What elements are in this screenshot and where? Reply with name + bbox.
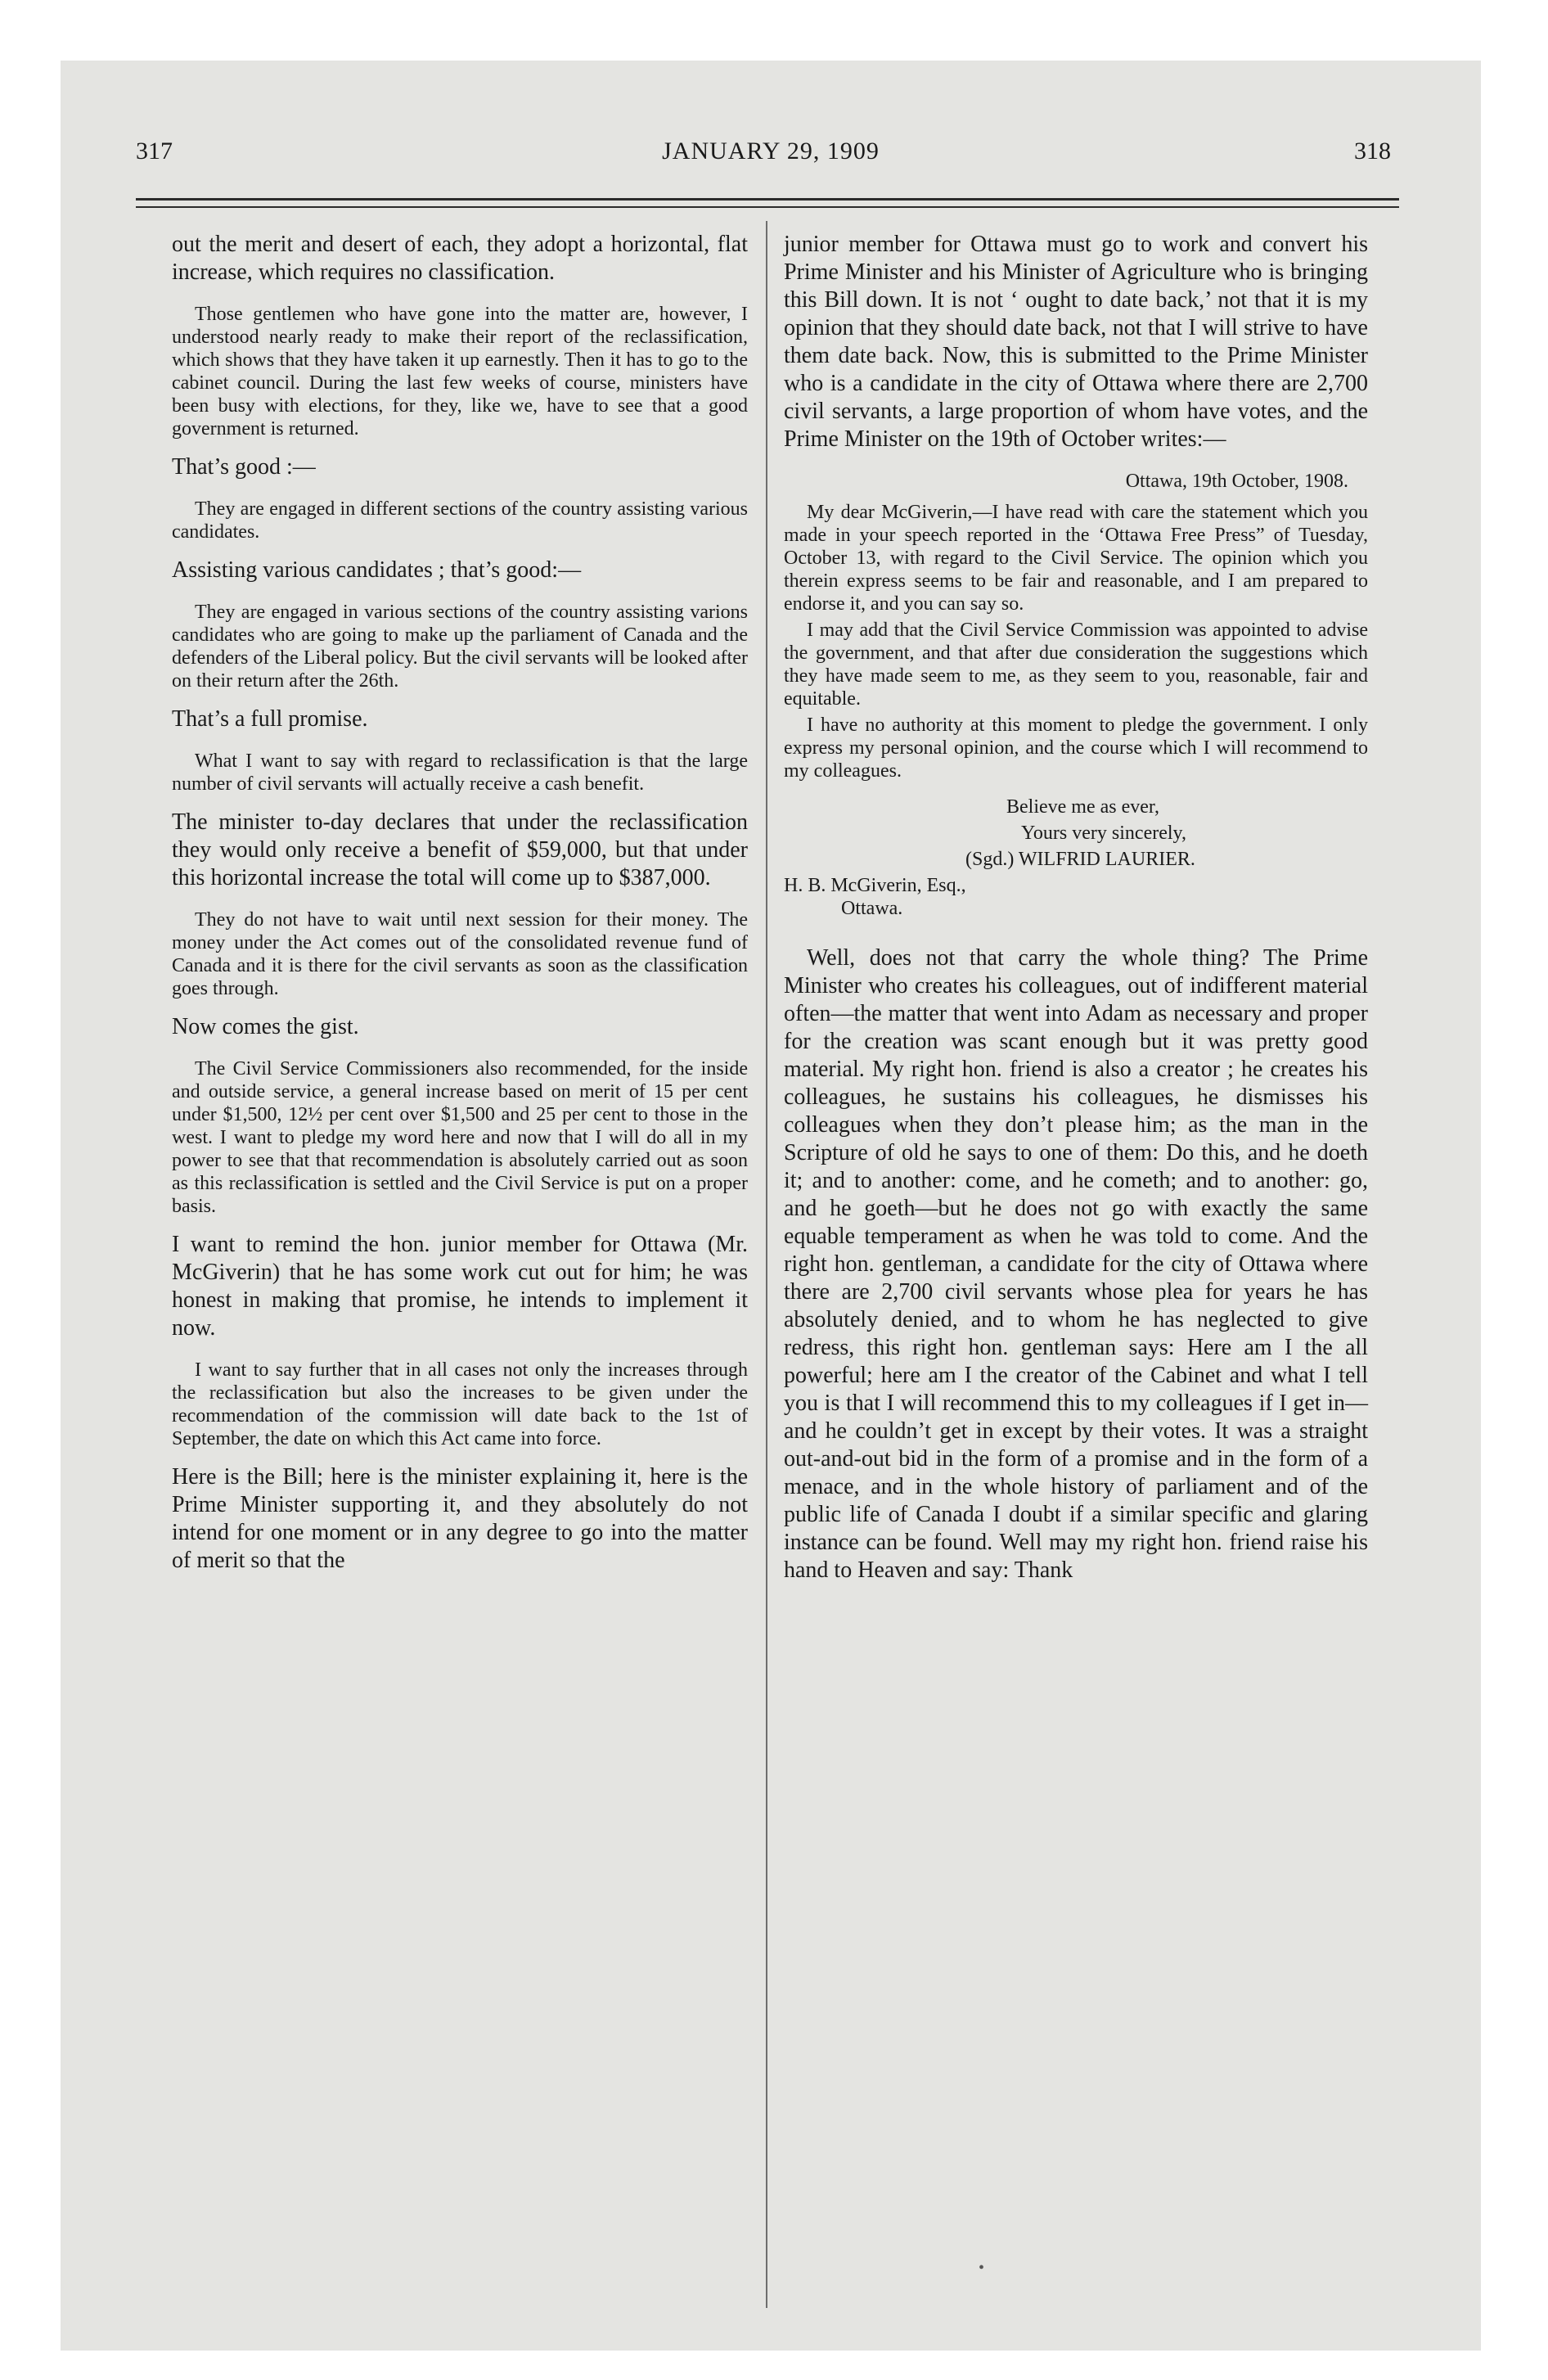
paragraph: That’s good :— <box>172 454 316 480</box>
page-date-header: JANUARY 29, 1909 <box>662 137 880 165</box>
paragraph: Assisting various candidates ; that’s good:— <box>172 557 582 583</box>
quoted-paragraph: I want to say further that in all cases not only the increases through the reclassification but also the increases to be given under the recommendation of the commission will date back to the 1st of September, the date on which this Act came into force. <box>172 1359 748 1449</box>
paragraph: The minister to-day declares that under the reclassification they would only receive a benefit of $59,000, but that under this horizontal increase the total will come up to $387,000. <box>172 809 748 890</box>
quoted-paragraph: They are engaged in various sections of the country assisting varions candidates who are going to make up the parliament of Canada and the defenders of the Liberal policy. But the civil servants will be looked after on their return after the 26th. <box>172 602 748 692</box>
letter-closing: Believe me as ever, <box>1006 796 1159 818</box>
paragraph: out the merit and desert of each, they adopt a horizontal, flat increase, which requires no classification. <box>172 232 748 285</box>
letter-paragraph: I have no authority at this moment to pledge the government. I only express my personal opinion, and the course which I will recommend to my colleagues. <box>784 714 1368 782</box>
page-number-left: 317 <box>136 137 173 165</box>
quoted-paragraph: The Civil Service Commissioners also recommended, for the inside and outside service, a general increase based on merit of 15 per cent under $1,500, 12½ per cent over $1,500 and 25 per cent to those in the west. I want to pledge my word here and now that I will do all in my power to see that that recommendation is absolutely carried out as soon as this reclassification is settled and the Civil Service is put on a proper basis. <box>172 1058 748 1217</box>
letter-paragraph: I may add that the Civil Service Commission was appointed to advise the government, and that after due consideration the suggestions which they have made seem to me, as they seem to you, reasonable, fair and equitable. <box>784 620 1368 710</box>
letter-signature: (Sgd.) WILFRID LAURIER. <box>965 849 1195 870</box>
paragraph: Well, does not that carry the whole thing? The Prime Minister who creates his colleagues, out of indifferent material often—the matter that went into Adam as necessary and proper for the creation was scant enough but it was pretty good material. My right hon. friend is also a creator ; he creates his colleagues, he sustains his colleagues, he dismisses his colleagues when they don’t please him; as the man in the Scripture of old he says to one of them: Do this, and he doeth it; and to another: come, and he cometh; and to another: go, and he goeth—but he does not go with exactly the same equable temperament as when he was told to come. And the right hon. gentleman, a candidate for the city of Ottawa where there are 2,700 civil servants whose plea for years he has absolutely denied, and to whom he has neglected to give redress, this right hon. gentleman says: Here am I the all powerful; here am I the creator of the Cabinet and what I tell you is that I will recommend this to my colleagues if I get in—and he couldn’t get in except by their votes. It was a straight out-and-out bid in the form of a promise and in the form of a menace, and in the whole history of parliament and of the public life of Canada I doubt if a similar specific and glaring instance can be found. Well may my right hon. friend raise his hand to Heaven and say: Thank <box>784 945 1368 1583</box>
letter-paragraph: My dear McGiverin,—I have read with care the statement which you made in your speech reported in the ‘Ottawa Free Press” of Tuesday, October 13, with regard to the Civil Service. The opinion which you therein express seems to be fair and reasonable, and I am prepared to endorse it, and you can say so. <box>784 502 1368 615</box>
left-column <box>172 231 748 1591</box>
paragraph: That’s a full promise. <box>172 706 368 732</box>
column-divider <box>766 221 767 2308</box>
quoted-paragraph: What I want to say with regard to reclassification is that the large number of civil servants will actually receive a cash benefit. <box>172 751 748 795</box>
paragraph: Now comes the gist. <box>172 1014 359 1039</box>
quoted-paragraph: They are engaged in different sections of the country assisting various candidates. <box>172 498 748 543</box>
document-page <box>61 61 1481 2351</box>
letter-closing: Yours very sincerely, <box>1021 823 1186 844</box>
letter-addressee-city: Ottawa. <box>841 898 903 919</box>
ink-speck: • <box>979 2259 985 2277</box>
letter-date: Ottawa, 19th October, 1908. <box>1125 471 1348 492</box>
quoted-paragraph: Those gentlemen who have gone into the matter are, however, I understood nearly ready to make their report of the reclassification, which shows that they have taken it up earnestly. Then it has to go to the cabinet council. During the last few weeks of course, ministers have been busy with elections, for they, like we, have to see that a good government is returned. <box>172 304 748 439</box>
letter-addressee: H. B. McGiverin, Esq., <box>784 875 966 896</box>
right-column <box>784 231 1368 1601</box>
paragraph: Here is the Bill; here is the minister explaining it, here is the Prime Minister supporting it, and they absolutely do not intend for one moment or in any degree to go into the matter of merit so that the <box>172 1464 748 1573</box>
page-number-right: 318 <box>1354 137 1391 165</box>
header-rule-secondary <box>136 206 1399 208</box>
header-rule <box>136 198 1399 201</box>
paragraph: I want to remind the hon. junior member for Ottawa (Mr. McGiverin) that he has some work cut out for him; he was honest in making that promise, he intends to implement it now. <box>172 1232 748 1341</box>
paragraph: junior member for Ottawa must go to work and convert his Prime Minister and his Minister of Agriculture who is bringing this Bill down. It is not ‘ ought to date back,’ not that it is my opinion that they should date back, not that I will strive to have them date back. Now, this is submitted to the Prime Minister who is a candidate in the city of Ottawa where there are 2,700 civil servants, a large proportion of whom have votes, and the Prime Minister on the 19th of October writes:— <box>784 232 1368 452</box>
quoted-paragraph: They do not have to wait until next session for their money. The money under the Act comes out of the consolidated revenue fund of Canada and it is there for the civil servants as soon as the classification goes through. <box>172 909 748 999</box>
